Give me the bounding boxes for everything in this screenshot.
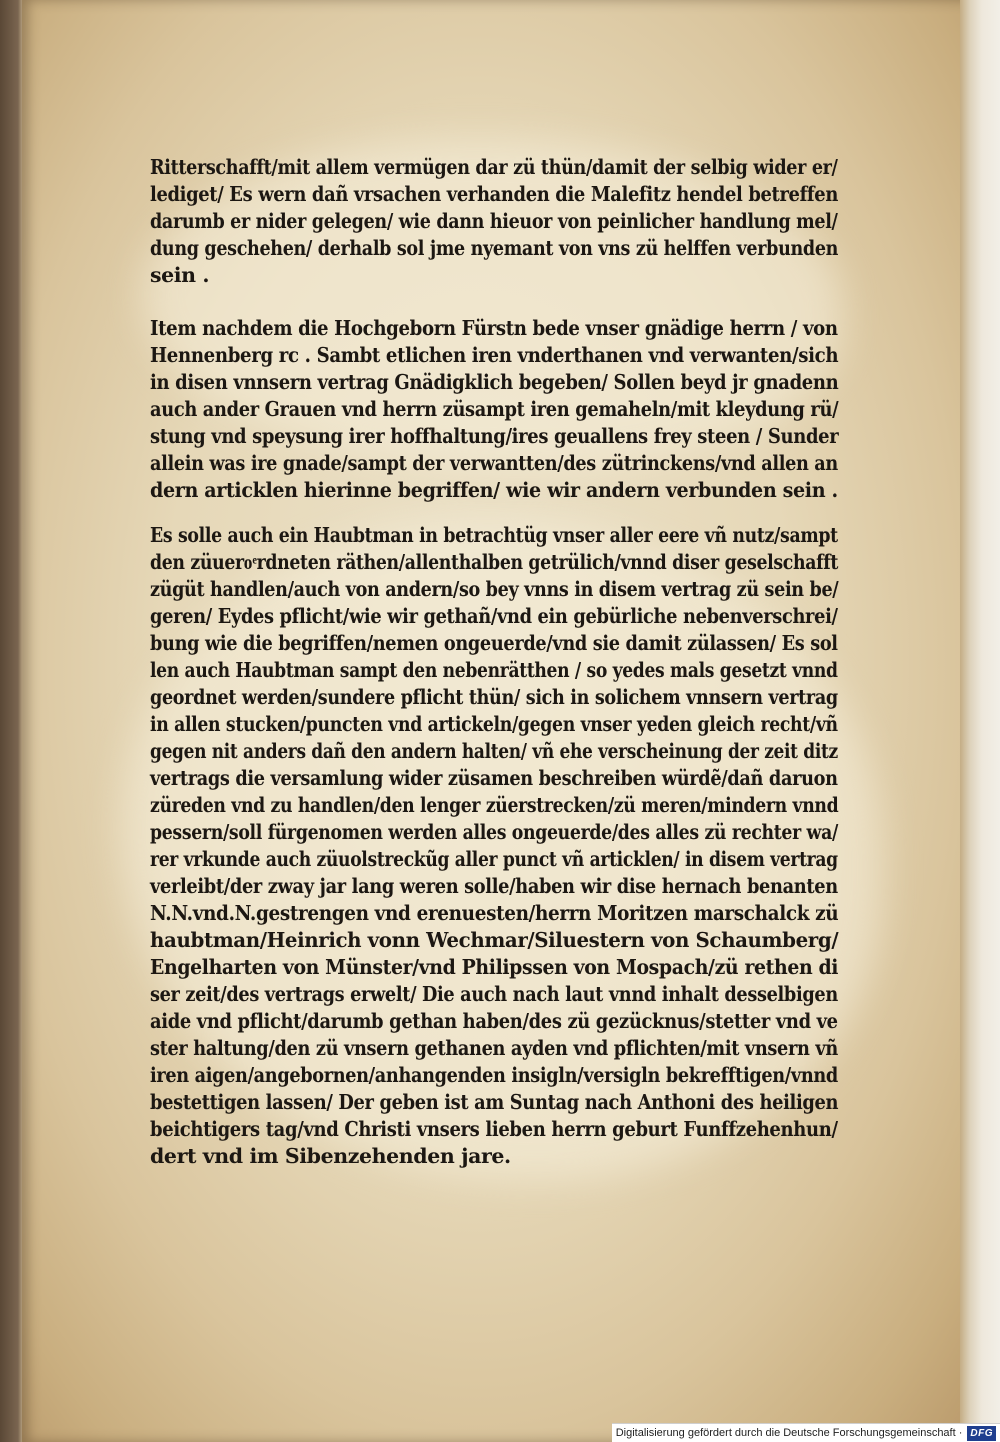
text-line: in allen stucken/puncten vnd artickeln/gegen vnser yeden gleich recht/vñ — [150, 712, 838, 736]
text-line: verleibt/der zway jar lang weren solle/haben wir dise hernach benanten — [150, 874, 838, 898]
text-line: iren aigen/angebornen/anhangenden insigln/versigln bekrefftigen/vnnd — [150, 1063, 838, 1087]
text-line: bestettigen lassen/ Der geben ist am Suntag nach Anthoni des heiligen — [150, 1090, 839, 1114]
text-line: pessern/soll fürgenomen werden alles ongeuerde/des alles zü rechter wa/ — [150, 820, 838, 844]
funding-footer — [612, 1423, 1000, 1442]
text-line: gegen nit anders dañ den andern halten/ vñ ehe verscheinung der zeit ditz — [150, 739, 838, 763]
text-line: bung wie die begriffen/nemen ongeuerde/vnd sie damit zülassen/ Es sol — [150, 631, 838, 655]
text-line: sein . — [150, 263, 210, 287]
text-line: züreden vnd zu handlen/den lenger züerstrecken/zü meren/mindern vnnd — [150, 793, 839, 817]
text-line: dern articklen hierinne begriffen/ wie wir andern verbunden sein . — [150, 478, 838, 502]
text-line: geren/ Eydes pflicht/wie wir gethañ/vnd ein gebürliche nebenverschrei/ — [150, 604, 838, 628]
dfg-logo: DFG — [967, 1426, 996, 1441]
text-line: zügüt handlen/auch von andern/so bey vnns in disem vertrag zü sein be/ — [150, 577, 839, 601]
text-line: Es solle auch ein Haubtman in betrachtüg vnser aller eere vñ nutz/sampt — [150, 523, 838, 547]
text-line: lediget/ Es wern dañ vrsachen verhanden die Malefitz hendel betreffen — [150, 182, 838, 206]
text-line: Hennenberg rc . Sambt etlichen iren vnderthanen vnd verwanten/sich — [150, 343, 839, 367]
text-line: N.N.vnd.N.gestrengen vnd erenuesten/herrn Moritzen marschalck zü — [150, 901, 839, 925]
text-line: Engelharten von Münster/vnd Philipssen von Mospach/zü rethen di — [150, 955, 839, 979]
text-line: auch ander Grauen vnd herrn züsampt iren gemaheln/mit kleydung rü/ — [150, 397, 839, 421]
text-line: ser zeit/des vertrags erwelt/ Die auch nach laut vnnd inhalt desselbigen — [150, 982, 838, 1006]
text-line: den züueroͤrdneten räthen/allenthalben getrülich/vnnd diser geselschafft — [150, 550, 838, 574]
text-line: Item nachdem die Hochgeborn Fürstn bede vnser gnädige herrn / von — [150, 316, 838, 340]
text-line: rer vrkunde auch züuolstreckũg aller punct vñ articklen/ in disem vertrag — [150, 847, 838, 871]
text-line: darumb er nider gelegen/ wie dann hieuor von peinlicher handlung mel/ — [150, 209, 838, 233]
text-line: vertrags die versamlung wider züsamen beschreiben würdẽ/dañ daruon — [150, 766, 838, 790]
text-line: aide vnd pflicht/darumb gethan haben/des zü gezücknus/stetter vnd ve — [150, 1009, 838, 1033]
text-line: len auch Haubtman sampt den nebenrätthen / so yedes mals gesetzt vnnd — [150, 658, 838, 682]
text-line: dert vnd im Sibenzehenden jare. — [150, 1144, 511, 1168]
text-line: in disen vnnsern vertrag Gnädigklich begeben/ Sollen beyd jr gnadenn — [150, 370, 839, 394]
text-line: dung geschehen/ derhalb sol jme nyemant von vns zü helffen verbunden — [150, 236, 839, 260]
text-line: geordnet werden/sundere pflicht thün/ sich in solichem vnnsern vertrag — [150, 685, 838, 709]
text-line: ster haltung/den zü vnsern gethanen ayden vnd pflichten/mit vnsern vñ — [150, 1036, 838, 1060]
text-line: Ritterschafft/mit allem vermügen dar zü thün/damit der selbig wider er/ — [150, 155, 838, 179]
text-line: allein was ire gnade/sampt der verwantten/des zütrinckens/vnd allen an — [150, 451, 838, 475]
text-line: stung vnd speysung irer hoffhaltung/ires geuallens frey steen / Sunder — [150, 424, 839, 448]
funding-notice: Digitalisierung gefördert durch die Deutsche Forschungsgemeinschaft · — [615, 1427, 963, 1439]
text-line: haubtman/Heinrich vonn Wechmar/Siluestern von Schaumberg/ — [150, 928, 839, 952]
text-line: beichtigers tag/vnd Christi vnsers lieben herrn geburt Funffzehenhun/ — [150, 1117, 838, 1141]
